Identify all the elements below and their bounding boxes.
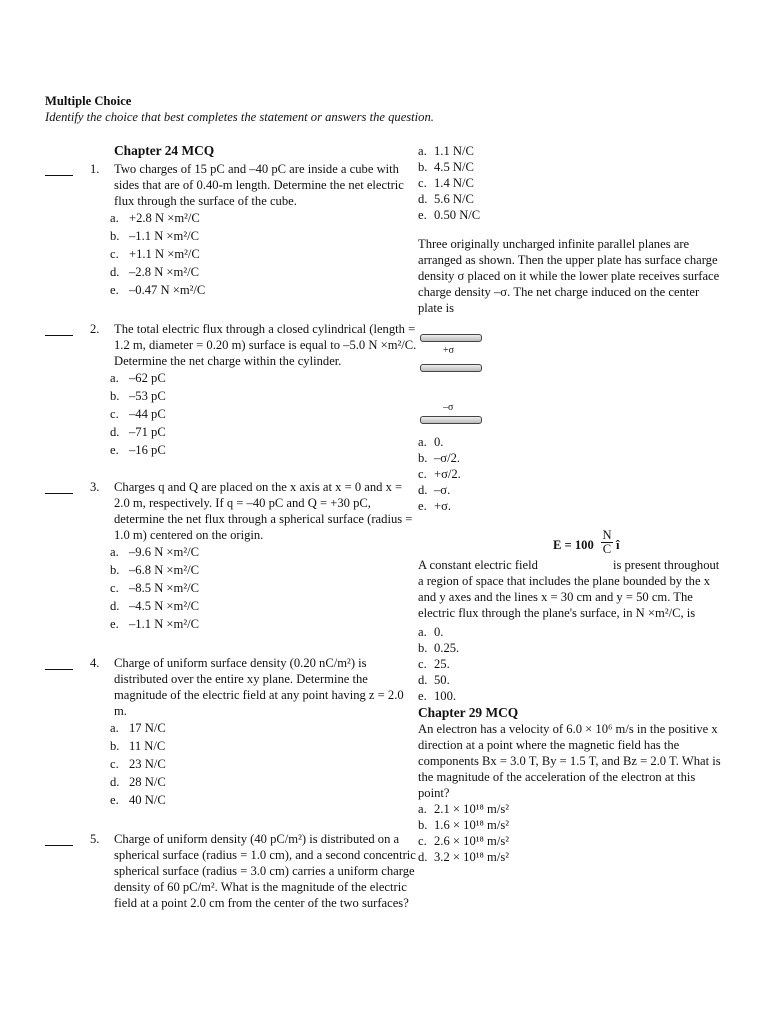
option-text: 1.6 × 10¹⁸ m/s²: [434, 818, 510, 832]
option-text: –53 pC: [129, 389, 166, 403]
option-text: –6.8 N ×m²/C: [129, 563, 200, 577]
answer-option[interactable]: [418, 817, 748, 833]
option-text: +1.1 N ×m²/C: [129, 247, 200, 261]
option-letter: e.: [418, 499, 427, 513]
question-stem: Charge of uniform density (40 pC/m²) is distributed on a spherical surface (radius = 1.0 cm), and a second concentric spherical surface (radius = 3.0 cm) carries a uniform charge density of 60 pC/m². What is the magnitude of the electric field at a point 2.0 cm from the center of the two surfaces?: [114, 832, 416, 910]
question-stem: The total electric flux through a closed cylindrical (length = 1.2 m, diameter = 0.20 m) surface is equal to –5.0 N ×m²/C. Determine the net charge within the cylinder.: [114, 322, 417, 368]
option-letter: b.: [110, 229, 120, 243]
upper-plate-label: +σ: [443, 345, 455, 356]
question-5-options: [418, 143, 748, 223]
option-letter: d.: [418, 673, 428, 687]
option-letter: e.: [418, 208, 427, 222]
option-text: 40 N/C: [129, 793, 166, 807]
option-text: +2.8 N ×m²/C: [129, 211, 200, 225]
option-text: –0.47 N ×m²/C: [129, 283, 206, 297]
option-text: +σ.: [434, 499, 452, 513]
option-letter: b.: [418, 160, 428, 174]
option-letter: b.: [110, 739, 120, 753]
answer-blank[interactable]: [45, 834, 73, 846]
question-4: [45, 655, 417, 809]
option-letter: e.: [110, 443, 119, 457]
left-column: [45, 143, 417, 911]
option-letter: c.: [110, 407, 119, 421]
answer-option[interactable]: [110, 615, 417, 633]
option-letter: c.: [418, 834, 427, 848]
answer-option[interactable]: [110, 543, 417, 561]
answer-option[interactable]: [418, 434, 748, 450]
answer-option[interactable]: [110, 263, 417, 281]
option-letter: d.: [418, 192, 428, 206]
option-text: 50.: [434, 673, 450, 687]
option-text: –44 pC: [129, 407, 166, 421]
unit-vector: î: [616, 538, 620, 552]
answer-option[interactable]: [418, 498, 748, 514]
question-8-stem: An electron has a velocity of 6.0 × 10⁶ m/s in the positive x direction at a point where the magnetic field has the components Bx = 3.0 T, By = 1.5 T, and Bz = 2.0 T. What is the magnitude of the acceleration of the electron at this point?: [418, 722, 721, 800]
answer-option[interactable]: [418, 849, 748, 865]
answer-option[interactable]: [110, 441, 417, 459]
option-text: –1.1 N ×m²/C: [129, 617, 200, 631]
option-text: –62 pC: [129, 371, 166, 385]
option-letter: d.: [110, 775, 120, 789]
option-letter: a.: [418, 802, 427, 816]
answer-blank[interactable]: [45, 164, 73, 176]
option-text: 2.1 × 10¹⁸ m/s²: [434, 802, 510, 816]
option-text: 4.5 N/C: [434, 160, 474, 174]
answer-blank[interactable]: [45, 658, 73, 670]
field-formula: [418, 528, 723, 557]
section-instructions: Identify the choice that best completes the statement or answers the question.: [45, 110, 434, 124]
answer-option[interactable]: [418, 466, 748, 482]
option-letter: d.: [418, 850, 428, 864]
option-text: –σ.: [434, 483, 451, 497]
answer-option[interactable]: [418, 640, 748, 656]
field-formula-lhs: E = 100: [553, 538, 594, 552]
option-letter: b.: [110, 563, 120, 577]
question-3: [45, 479, 417, 633]
option-text: 100.: [434, 689, 457, 703]
answer-option[interactable]: [418, 175, 748, 191]
question-2: [45, 321, 417, 459]
question-number: 2.: [90, 322, 100, 336]
option-text: 0.: [434, 435, 444, 449]
option-letter: b.: [418, 641, 428, 655]
answer-option[interactable]: [418, 833, 748, 849]
answer-blank[interactable]: [45, 482, 73, 494]
question-5: [45, 831, 417, 911]
answer-option[interactable]: [110, 773, 417, 791]
option-text: +σ/2.: [434, 467, 461, 481]
answer-option[interactable]: [418, 191, 748, 207]
answer-option[interactable]: [110, 369, 417, 387]
section-header: [45, 93, 485, 125]
option-text: –71 pC: [129, 425, 166, 439]
question-7-stem: [418, 528, 723, 621]
lower-plate-label: –σ: [443, 402, 454, 413]
answer-option[interactable]: [418, 624, 748, 640]
option-text: 0.: [434, 625, 444, 639]
option-letter: c.: [418, 176, 427, 190]
option-letter: a.: [110, 721, 119, 735]
option-text: –4.5 N ×m²/C: [129, 599, 200, 613]
question-1: [45, 161, 417, 299]
option-letter: c.: [418, 467, 427, 481]
option-letter: d.: [110, 599, 120, 613]
answer-option[interactable]: [418, 159, 748, 175]
answer-option[interactable]: [110, 719, 417, 737]
answer-blank[interactable]: [45, 324, 73, 336]
center-plate: [420, 364, 482, 372]
option-letter: a.: [418, 625, 427, 639]
answer-option[interactable]: [110, 791, 417, 809]
option-text: –16 pC: [129, 443, 166, 457]
section-title: Multiple Choice: [45, 94, 132, 108]
option-text: 23 N/C: [129, 757, 166, 771]
question-options: [110, 209, 417, 299]
option-letter: b.: [418, 818, 428, 832]
option-text: –9.6 N ×m²/C: [129, 545, 200, 559]
option-letter: e.: [418, 689, 427, 703]
answer-option[interactable]: [110, 405, 417, 423]
option-letter: e.: [110, 617, 119, 631]
answer-option[interactable]: [418, 688, 748, 704]
question-number: 1.: [90, 162, 100, 176]
option-text: –8.5 N ×m²/C: [129, 581, 200, 595]
option-text: 1.1 N/C: [434, 144, 474, 158]
option-text: –1.1 N ×m²/C: [129, 229, 200, 243]
answer-option[interactable]: [110, 423, 417, 441]
option-letter: c.: [110, 757, 119, 771]
answer-option[interactable]: [110, 755, 417, 773]
question-stem: Charge of uniform surface density (0.20 nC/m²) is distributed over the entire xy plane. Determine the magnitude of the electric field at any point having z = 2.0 m.: [114, 656, 404, 718]
option-letter: a.: [110, 211, 119, 225]
question-options: [110, 543, 417, 633]
option-letter: d.: [418, 483, 428, 497]
answer-option[interactable]: [110, 281, 417, 299]
fraction-numerator: N: [602, 528, 612, 542]
option-letter: e.: [110, 793, 119, 807]
answer-option[interactable]: [110, 227, 417, 245]
question-7-stem-end: is present throughout a region of space that includes the plane bounded by the x and y axes and the lines x = 30 cm and y = 50 cm. The electric flux through the plane's surface, in N ×m²/C, is: [418, 558, 720, 620]
question-7-options: [418, 624, 748, 704]
answer-option[interactable]: [418, 672, 748, 688]
question-options: [110, 719, 417, 809]
option-letter: c.: [110, 247, 119, 261]
question-7-stem-start: A constant electric field: [418, 558, 538, 572]
option-letter: b.: [418, 451, 428, 465]
option-text: 1.4 N/C: [434, 176, 474, 190]
question-6-stem: Three originally uncharged infinite parallel planes are arranged as shown. Then the upper plate has surface charge density σ placed on it while the lower plate receives surface charge density –σ. The net charge induced on the center plate is: [418, 237, 720, 315]
option-letter: e.: [110, 283, 119, 297]
option-text: 17 N/C: [129, 721, 166, 735]
answer-option[interactable]: [110, 245, 417, 263]
option-letter: a.: [110, 371, 119, 385]
question-8-options: [418, 801, 748, 865]
question-options: [110, 369, 417, 459]
answer-option[interactable]: [418, 207, 748, 223]
option-text: 0.25.: [434, 641, 460, 655]
option-letter: c.: [418, 657, 427, 671]
answer-option[interactable]: [110, 737, 417, 755]
option-letter: a.: [418, 144, 427, 158]
option-text: 3.2 × 10¹⁸ m/s²: [434, 850, 510, 864]
option-letter: c.: [110, 581, 119, 595]
option-letter: d.: [110, 265, 120, 279]
option-text: 0.50 N/C: [434, 208, 481, 222]
question-6-options: [418, 434, 748, 514]
option-text: 25.: [434, 657, 450, 671]
option-text: 11 N/C: [129, 739, 166, 753]
option-text: 2.6 × 10¹⁸ m/s²: [434, 834, 510, 848]
option-letter: a.: [418, 435, 427, 449]
field-formula-fraction: [601, 529, 613, 556]
option-letter: d.: [110, 425, 120, 439]
option-text: –2.8 N ×m²/C: [129, 265, 200, 279]
upper-plate: [420, 334, 482, 342]
answer-option[interactable]: [418, 450, 748, 466]
fraction-denominator: C: [602, 542, 612, 556]
answer-option[interactable]: [110, 387, 417, 405]
answer-option[interactable]: [110, 561, 417, 579]
chapter-2-heading: Chapter 29 MCQ: [418, 705, 519, 720]
option-text: 28 N/C: [129, 775, 166, 789]
answer-option[interactable]: [418, 801, 748, 817]
option-text: 5.6 N/C: [434, 192, 474, 206]
question-stem: Charges q and Q are placed on the x axis at x = 0 and x = 2.0 m, respectively. If q = –40 pC and Q = +30 pC, determine the net flux through a spherical surface (radius = 1.0 m) centered on the origin.: [114, 480, 413, 542]
chapter-heading: Chapter 24 MCQ: [114, 143, 215, 158]
option-letter: a.: [110, 545, 119, 559]
answer-option[interactable]: [418, 482, 748, 498]
answer-option[interactable]: [110, 209, 417, 227]
answer-option[interactable]: [418, 656, 748, 672]
answer-option[interactable]: [110, 597, 417, 615]
question-number: 3.: [90, 480, 100, 494]
question-number: 4.: [90, 656, 100, 670]
question-number: 5.: [90, 832, 100, 846]
answer-option[interactable]: [418, 143, 748, 159]
question-stem: Two charges of 15 pC and –40 pC are inside a cube with sides that are of 0.40-m length. Determine the net electric flux through the surface of the cube.: [114, 162, 404, 208]
option-letter: b.: [110, 389, 120, 403]
option-text: –σ/2.: [434, 451, 461, 465]
right-column: [418, 143, 748, 865]
answer-option[interactable]: [110, 579, 417, 597]
lower-plate: [420, 416, 482, 424]
parallel-plates-diagram: [418, 316, 748, 434]
